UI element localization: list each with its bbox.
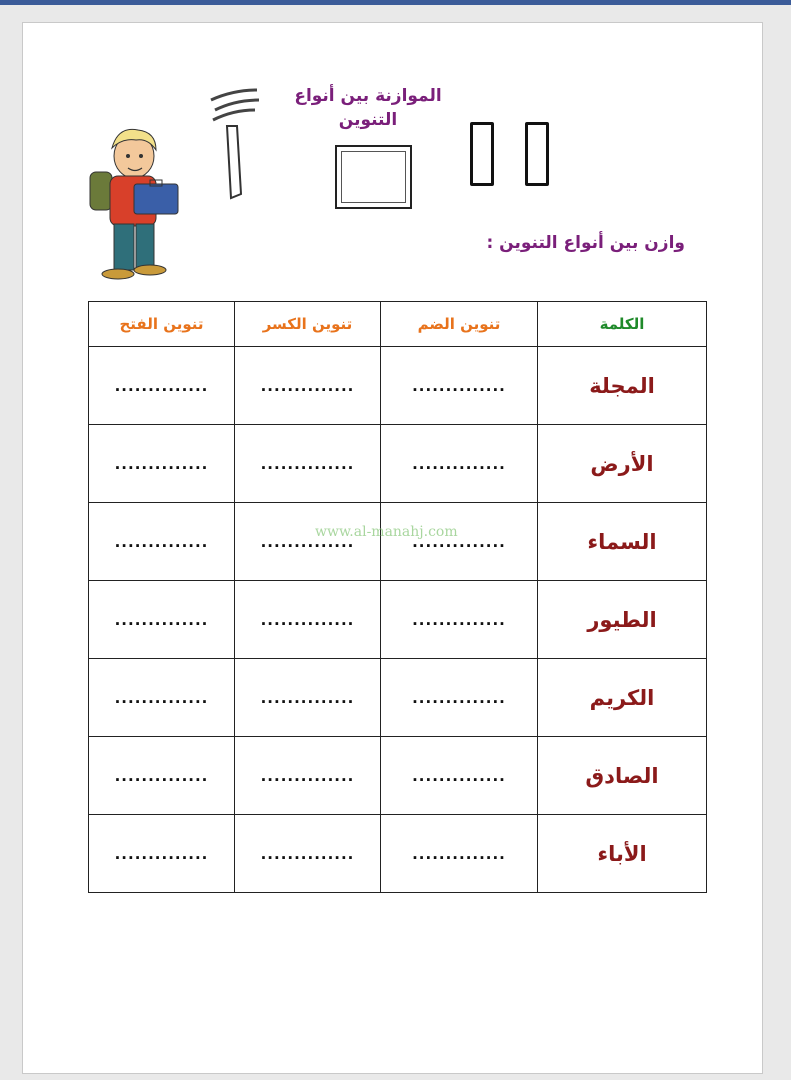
table-row (89, 581, 707, 659)
table-header-row (89, 302, 707, 347)
blank-kasra[interactable]: .............. (235, 659, 381, 737)
empty-box (525, 122, 549, 186)
empty-box (470, 122, 494, 186)
blank-damma[interactable]: .............. (381, 581, 538, 659)
word-cell: الطيور (538, 581, 707, 659)
blank-fatha[interactable]: .............. (89, 503, 235, 581)
worksheet-title: الموازنة بين أنواع التنوين (294, 86, 442, 130)
blank-kasra[interactable]: .............. (235, 425, 381, 503)
blank-fatha[interactable]: .............. (89, 737, 235, 815)
word-cell: الأرض (538, 425, 707, 503)
watermark-text: www.al-manahj.com (315, 524, 458, 540)
header-fatha: تنوين الفتح (89, 302, 235, 347)
blank-kasra[interactable]: .............. (235, 503, 381, 581)
blank-fatha[interactable]: .............. (89, 659, 235, 737)
blank-kasra[interactable]: .............. (235, 581, 381, 659)
header-kasra: تنوين الكسر (235, 302, 381, 347)
table-row (89, 737, 707, 815)
blank-damma[interactable]: .............. (381, 347, 538, 425)
table-row (89, 425, 707, 503)
word-cell: الأباء (538, 815, 707, 893)
blank-damma[interactable]: .............. (381, 425, 538, 503)
schoolboy-illustration (88, 120, 188, 282)
table-row (89, 815, 707, 893)
top-window-bar (0, 0, 791, 5)
header-word: الكلمة (538, 302, 707, 347)
blank-fatha[interactable]: .............. (89, 425, 235, 503)
word-cell: الكريم (538, 659, 707, 737)
blank-fatha[interactable]: .............. (89, 815, 235, 893)
empty-box (335, 145, 412, 209)
blank-kasra[interactable]: .............. (235, 347, 381, 425)
tanween-table (88, 301, 707, 893)
blank-damma[interactable]: .............. (381, 737, 538, 815)
word-cell: المجلة (538, 347, 707, 425)
word-cell: الصادق (538, 737, 707, 815)
blank-kasra[interactable]: .............. (235, 815, 381, 893)
header-damma: تنوين الضم (381, 302, 538, 347)
table-row (89, 659, 707, 737)
blank-kasra[interactable]: .............. (235, 737, 381, 815)
blank-damma[interactable]: .............. (381, 659, 538, 737)
blank-fatha[interactable]: .............. (89, 347, 235, 425)
alef-tanween-glyph (205, 86, 265, 206)
word-cell: السماء (538, 503, 707, 581)
instruction-text: وازن بين أنواع التنوين : (486, 233, 685, 253)
table-row (89, 347, 707, 425)
blank-damma[interactable]: .............. (381, 815, 538, 893)
blank-damma[interactable]: .............. (381, 503, 538, 581)
blank-fatha[interactable]: .............. (89, 581, 235, 659)
table-row (89, 503, 707, 581)
